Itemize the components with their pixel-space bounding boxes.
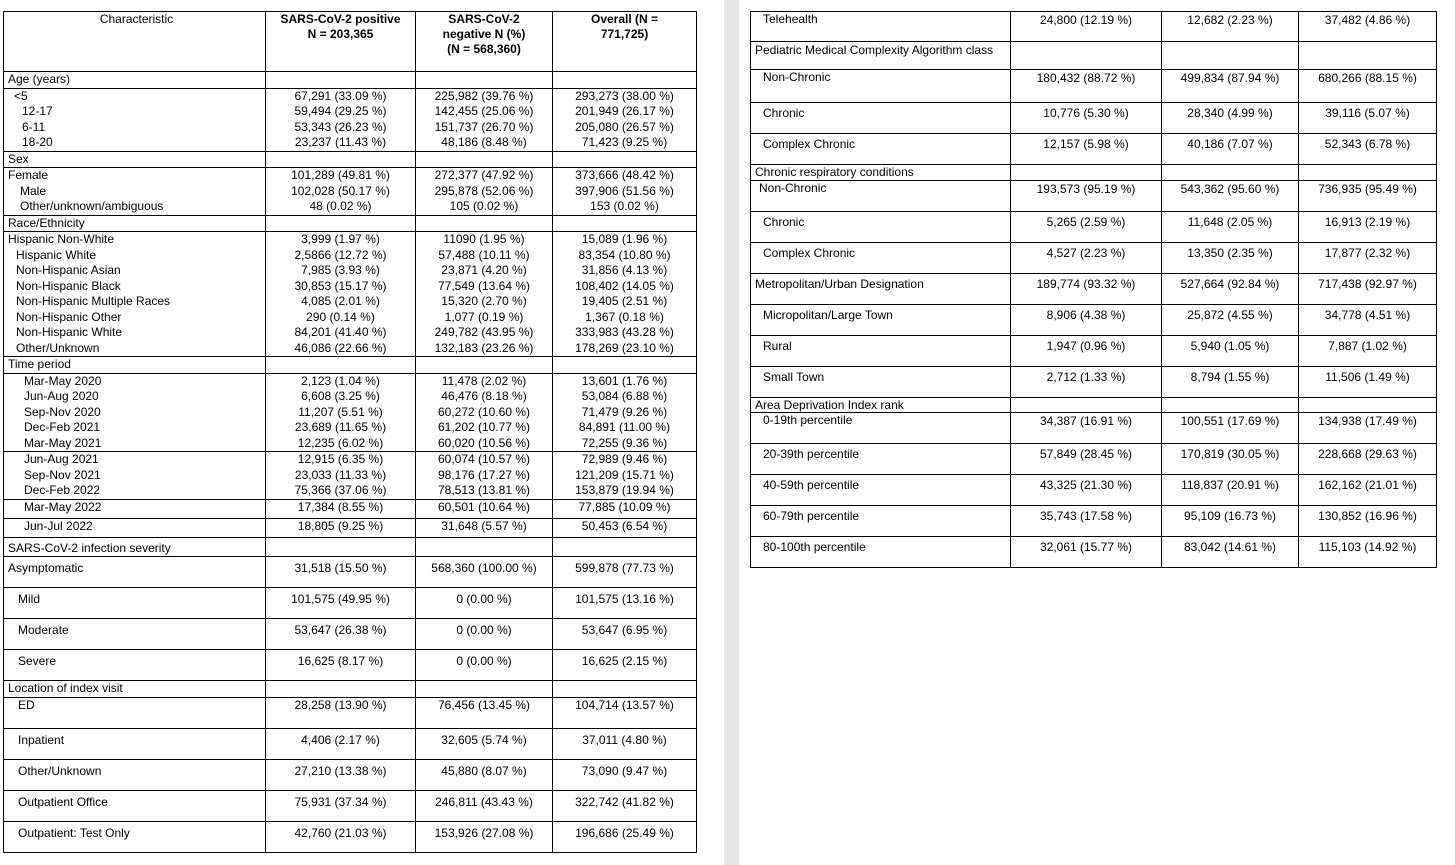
cell-value: 162,162 (21.01 %) xyxy=(1299,475,1437,506)
cell-value: 59,494 (29.25 %) xyxy=(294,104,387,118)
row-label: Micropolitan/Large Town xyxy=(751,305,1011,336)
cell-value: 201,949 (26.17 %) xyxy=(575,104,674,118)
header-negative: SARS-CoV-2 negative N (%) (N = 568,360) xyxy=(416,12,553,72)
cell-value: 25,872 (4.55 %) xyxy=(1162,305,1299,336)
cell-value: 7,985 (3.93 %) xyxy=(301,263,380,277)
positive-values xyxy=(266,232,416,357)
table-row xyxy=(751,103,1437,134)
cell-value: 78,513 (13.81 %) xyxy=(437,483,531,497)
header-overall: Overall (N = 771,725) xyxy=(553,12,697,72)
cell-value: 196,686 (25.49 %) xyxy=(553,821,697,852)
row-label: Outpatient Office xyxy=(4,790,266,821)
cell-value: 6,608 (3.25 %) xyxy=(301,389,380,403)
row-label: Chronic xyxy=(751,212,1011,243)
row-label: Mild xyxy=(4,588,266,619)
cell-value: 84,201 (41.40 %) xyxy=(294,325,387,339)
cell-value: 11,648 (2.05 %) xyxy=(1162,212,1299,243)
cell-value: 48,186 (8.48 %) xyxy=(441,135,527,149)
row-label: Telehealth xyxy=(751,12,1011,42)
table-row xyxy=(4,821,697,852)
overall-values xyxy=(553,452,697,500)
table-row xyxy=(751,336,1437,367)
cell-value: 39,116 (5.07 %) xyxy=(1299,103,1437,134)
row-label: Hispanic White xyxy=(16,247,97,262)
table-row xyxy=(4,697,697,728)
cell-value: 17,877 (2.32 %) xyxy=(1299,243,1437,274)
row-label: Sep-Nov 2021 xyxy=(24,467,101,482)
cell-value: 115,103 (14.92 %) xyxy=(1299,537,1437,568)
cell-value: 373,666 (48.42 %) xyxy=(575,168,674,182)
group-row xyxy=(4,72,697,89)
cell-value: 290 (0.14 %) xyxy=(306,309,375,324)
cell-value: 228,668 (29.63 %) xyxy=(1299,444,1437,475)
row-label: Jun-Aug 2021 xyxy=(24,452,99,466)
row-label: Hispanic Non-White xyxy=(8,232,115,246)
cell-value: 83,042 (14.61 %) xyxy=(1162,537,1299,568)
row-label: 80-100th percentile xyxy=(751,537,1011,568)
cell-value: 11,506 (1.49 %) xyxy=(1299,367,1437,398)
cell-value: 205,080 (26.57 %) xyxy=(575,119,674,134)
cell-value: 599,878 (77.73 %) xyxy=(553,557,697,588)
row-label: Asymptomatic xyxy=(4,557,266,588)
cell-value: 121,209 (15.71 %) xyxy=(575,467,674,482)
cell-value: 246,811 (43.43 %) xyxy=(416,790,553,821)
cell-value: 46,476 (8.18 %) xyxy=(441,389,527,403)
table-row xyxy=(4,373,697,452)
cell-value: 2,123 (1.04 %) xyxy=(301,373,380,388)
cell-value: 61,202 (10.77 %) xyxy=(437,420,531,434)
positive-values xyxy=(266,373,416,452)
row-label: Chronic xyxy=(751,103,1011,134)
header-characteristic: Characteristic xyxy=(4,12,266,72)
table-row xyxy=(751,537,1437,568)
group-title-race: Race/Ethnicity xyxy=(4,215,266,232)
cell-value: 53,084 (6.88 %) xyxy=(581,389,668,403)
cell-value: 101,575 (49.95 %) xyxy=(266,588,416,619)
cell-value: 151,737 (26.70 %) xyxy=(434,119,534,134)
cell-value: 15,089 (1.96 %) xyxy=(581,232,668,246)
row-label: Non-Hispanic Multiple Races xyxy=(16,294,171,308)
row-label: Other/unknown/ambiguous xyxy=(20,199,164,213)
table-row xyxy=(751,70,1437,103)
cell-value: 71,423 (9.25 %) xyxy=(581,135,668,149)
row-label: Complex Chronic xyxy=(751,243,1011,274)
cell-value: 31,856 (4.13 %) xyxy=(581,263,668,277)
table-row xyxy=(751,444,1437,475)
cell-value: 4,527 (2.23 %) xyxy=(1011,243,1162,274)
row-label: Inpatient xyxy=(4,728,266,759)
cell-value: 499,834 (87.94 %) xyxy=(1162,70,1299,103)
cell-value: 8,794 (1.55 %) xyxy=(1162,367,1299,398)
group-row xyxy=(4,215,697,232)
negative-values xyxy=(416,452,553,500)
table-row xyxy=(751,367,1437,398)
cell-value: 142,455 (25.06 %) xyxy=(434,104,534,118)
cell-value: 1,947 (0.96 %) xyxy=(1011,336,1162,367)
table-row xyxy=(4,759,697,790)
cell-value: 1,077 (0.19 %) xyxy=(444,309,524,324)
row-label: 40-59th percentile xyxy=(751,475,1011,506)
cell-value: 2,712 (1.33 %) xyxy=(1011,367,1162,398)
group-row xyxy=(4,537,697,557)
cell-value: 77,885 (10.09 %) xyxy=(553,499,697,518)
table-row xyxy=(4,232,697,357)
cell-value: 153,926 (27.08 %) xyxy=(416,821,553,852)
cell-value: 568,360 (100.00 %) xyxy=(416,557,553,588)
cell-value: 225,982 (39.76 %) xyxy=(434,88,534,103)
row-labels xyxy=(4,452,266,500)
cell-value: 178,269 (23.10 %) xyxy=(575,340,674,355)
cell-value: 293,273 (38.00 %) xyxy=(575,88,674,103)
positive-values xyxy=(266,452,416,500)
cell-value: 42,760 (21.03 %) xyxy=(266,821,416,852)
row-label: Dec-Feb 2022 xyxy=(24,483,101,497)
cell-value: 295,878 (52.06 %) xyxy=(434,183,534,198)
cell-value: 13,350 (2.35 %) xyxy=(1162,243,1299,274)
row-label: Outpatient: Test Only xyxy=(4,821,266,852)
cell-value: 0 (0.00 %) xyxy=(416,650,553,681)
cell-value: 48 (0.02 %) xyxy=(309,199,372,213)
cell-value: 24,800 (12.19 %) xyxy=(1011,12,1162,42)
cell-value: 23,689 (11.65 %) xyxy=(294,420,387,434)
row-label: Other/Unknown xyxy=(4,759,266,790)
row-label: 6-11 xyxy=(22,119,46,134)
cell-value: 2,5866 (12.72 %) xyxy=(294,247,387,262)
cell-value: 53,647 (6.95 %) xyxy=(553,619,697,650)
characteristics-table-right xyxy=(750,11,1437,568)
cell-value: 4,406 (2.17 %) xyxy=(266,728,416,759)
cell-value: 0 (0.00 %) xyxy=(416,588,553,619)
row-label: Small Town xyxy=(751,367,1011,398)
cell-value: 23,237 (11.43 %) xyxy=(294,135,387,149)
row-labels xyxy=(4,168,266,216)
cell-value: 76,456 (13.45 %) xyxy=(416,697,553,728)
cell-value: 4,085 (2.01 %) xyxy=(301,294,380,308)
row-label: Other/Unknown xyxy=(16,340,100,355)
overall-values xyxy=(553,232,697,357)
cell-value: 104,714 (13.57 %) xyxy=(553,697,697,728)
row-label: 12-17 xyxy=(22,104,53,118)
cell-value: 52,343 (6.78 %) xyxy=(1299,134,1437,165)
row-label: Non-Hispanic Asian xyxy=(16,263,121,277)
cell-value: 75,931 (37.34 %) xyxy=(266,790,416,821)
cell-value: 28,340 (4.99 %) xyxy=(1162,103,1299,134)
cell-value: 105 (0.02 %) xyxy=(449,199,519,213)
group-title-time: Time period xyxy=(4,357,266,374)
cell-value: 72,989 (9.46 %) xyxy=(581,452,668,466)
negative-values xyxy=(416,88,553,151)
row-label: Metropolitan/Urban Designation xyxy=(751,274,1011,305)
group-row xyxy=(751,42,1437,70)
table-row xyxy=(4,650,697,681)
group-title-pmca: Pediatric Medical Complexity Algorithm class xyxy=(751,42,1011,70)
cell-value: 37,011 (4.80 %) xyxy=(553,728,697,759)
cell-value: 32,605 (5.74 %) xyxy=(416,728,553,759)
cell-value: 12,157 (5.98 %) xyxy=(1011,134,1162,165)
cell-value: 12,235 (6.02 %) xyxy=(297,435,384,450)
row-label: Mar-May 2020 xyxy=(24,373,102,388)
negative-values xyxy=(416,373,553,452)
cell-value: 193,573 (95.19 %) xyxy=(1011,181,1162,212)
row-label: 60-79th percentile xyxy=(751,506,1011,537)
row-label: Rural xyxy=(751,336,1011,367)
group-title-sex: Sex xyxy=(4,151,266,168)
cell-value: 53,647 (26.38 %) xyxy=(266,619,416,650)
row-label: Jun-Jul 2022 xyxy=(4,518,266,537)
row-label: Moderate xyxy=(4,619,266,650)
cell-value: 31,518 (15.50 %) xyxy=(266,557,416,588)
cell-value: 95,109 (16.73 %) xyxy=(1162,506,1299,537)
cell-value: 60,074 (10.57 %) xyxy=(437,452,531,466)
cell-value: 32,061 (15.77 %) xyxy=(1011,537,1162,568)
document-page-left xyxy=(0,0,724,865)
overall-values xyxy=(553,373,697,452)
cell-value: 272,377 (47.92 %) xyxy=(434,168,534,182)
row-label: Non-Hispanic Black xyxy=(16,278,121,293)
table-row xyxy=(4,88,697,151)
row-label: Non-Hispanic Other xyxy=(16,309,122,324)
cell-value: 71,479 (9.26 %) xyxy=(581,404,668,419)
group-title-adi: Area Deprivation Index rank xyxy=(751,398,1011,413)
cell-value: 60,501 (10.64 %) xyxy=(416,499,553,518)
cell-value: 101,289 (49.81 %) xyxy=(291,168,390,182)
cell-value: 16,625 (8.17 %) xyxy=(266,650,416,681)
characteristics-table-left xyxy=(3,11,697,853)
overall-values xyxy=(553,168,697,216)
row-labels xyxy=(4,88,266,151)
cell-value: 153 (0.02 %) xyxy=(590,199,659,213)
row-label: Male xyxy=(20,183,47,198)
table-row xyxy=(751,305,1437,336)
table-row xyxy=(4,557,697,588)
cell-value: 680,266 (88.15 %) xyxy=(1299,70,1437,103)
cell-value: 50,453 (6.54 %) xyxy=(553,518,697,537)
cell-value: 15,320 (2.70 %) xyxy=(441,294,527,308)
cell-value: 12,915 (6.35 %) xyxy=(297,452,384,466)
page-gutter xyxy=(724,0,739,865)
cell-value: 34,387 (16.91 %) xyxy=(1011,413,1162,444)
cell-value: 0 (0.00 %) xyxy=(416,619,553,650)
cell-value: 13,601 (1.76 %) xyxy=(581,373,668,388)
cell-value: 11,207 (5.51 %) xyxy=(298,404,383,419)
table-row xyxy=(4,588,697,619)
table-row xyxy=(751,506,1437,537)
cell-value: 717,438 (92.97 %) xyxy=(1299,274,1437,305)
overall-values xyxy=(553,88,697,151)
positive-values xyxy=(266,168,416,216)
cell-value: 83,354 (10.80 %) xyxy=(578,247,671,262)
row-label: Sep-Nov 2020 xyxy=(24,404,101,419)
cell-value: 7,887 (1.02 %) xyxy=(1299,336,1437,367)
table-header-row xyxy=(4,12,697,72)
group-row xyxy=(4,151,697,168)
cell-value: 12,682 (2.23 %) xyxy=(1162,12,1299,42)
cell-value: 333,983 (43.28 %) xyxy=(575,325,674,339)
table-row xyxy=(751,134,1437,165)
row-label: Non-Chronic xyxy=(751,181,1011,212)
cell-value: 11,478 (2.02 %) xyxy=(441,373,527,388)
cell-value: 11090 (1.95 %) xyxy=(443,232,525,246)
row-label: Complex Chronic xyxy=(751,134,1011,165)
cell-value: 19,405 (2.51 %) xyxy=(581,294,668,308)
cell-value: 736,935 (95.49 %) xyxy=(1299,181,1437,212)
cell-value: 249,782 (43.95 %) xyxy=(434,325,534,339)
table-row xyxy=(751,212,1437,243)
cell-value: 30,853 (15.17 %) xyxy=(294,278,387,293)
cell-value: 98,176 (17.27 %) xyxy=(437,467,531,482)
cell-value: 40,186 (7.07 %) xyxy=(1162,134,1299,165)
cell-value: 1,367 (0.18 %) xyxy=(585,309,664,324)
row-label: Non-Chronic xyxy=(751,70,1011,103)
row-label: Female xyxy=(8,168,49,182)
cell-value: 67,291 (33.09 %) xyxy=(294,88,387,103)
table-row xyxy=(751,12,1437,42)
cell-value: 101,575 (13.16 %) xyxy=(553,588,697,619)
cell-value: 8,906 (4.38 %) xyxy=(1011,305,1162,336)
cell-value: 102,028 (50.17 %) xyxy=(291,183,390,198)
group-title-severity: SARS-CoV-2 infection severity xyxy=(4,537,266,557)
group-title-age: Age (years) xyxy=(4,72,266,89)
cell-value: 118,837 (20.91 %) xyxy=(1162,475,1299,506)
cell-value: 189,774 (93.32 %) xyxy=(1011,274,1162,305)
table-row xyxy=(4,728,697,759)
cell-value: 35,743 (17.58 %) xyxy=(1011,506,1162,537)
group-title-respiratory: Chronic respiratory conditions xyxy=(751,165,1011,181)
row-label: <5 xyxy=(14,88,28,103)
table-row xyxy=(4,619,697,650)
table-row xyxy=(4,499,697,518)
row-label: ED xyxy=(4,697,266,728)
positive-values xyxy=(266,88,416,151)
cell-value: 322,742 (41.82 %) xyxy=(553,790,697,821)
group-row xyxy=(4,681,697,698)
cell-value: 34,778 (4.51 %) xyxy=(1299,305,1437,336)
row-label: 20-39th percentile xyxy=(751,444,1011,475)
cell-value: 16,625 (2.15 %) xyxy=(553,650,697,681)
group-title-location: Location of index visit xyxy=(4,681,266,698)
cell-value: 53,343 (26.23 %) xyxy=(294,119,387,134)
cell-value: 543,362 (95.60 %) xyxy=(1162,181,1299,212)
table-row xyxy=(751,181,1437,212)
row-label: Severe xyxy=(4,650,266,681)
cell-value: 16,913 (2.19 %) xyxy=(1299,212,1437,243)
row-label: 18-20 xyxy=(22,135,53,149)
group-row xyxy=(751,398,1437,413)
group-row xyxy=(4,357,697,374)
cell-value: 60,020 (10.56 %) xyxy=(437,435,531,450)
cell-value: 170,819 (30.05 %) xyxy=(1162,444,1299,475)
cell-value: 46,086 (22.66 %) xyxy=(294,340,387,355)
cell-value: 77,549 (13.64 %) xyxy=(437,278,531,293)
cell-value: 18,805 (9.25 %) xyxy=(266,518,416,537)
row-labels xyxy=(4,232,266,357)
row-label: Mar-May 2021 xyxy=(24,435,102,450)
row-label: Non-Hispanic White xyxy=(16,325,123,339)
cell-value: 10,776 (5.30 %) xyxy=(1011,103,1162,134)
cell-value: 108,402 (14.05 %) xyxy=(575,278,674,293)
cell-value: 134,938 (17.49 %) xyxy=(1299,413,1437,444)
cell-value: 5,940 (1.05 %) xyxy=(1162,336,1299,367)
cell-value: 84,891 (11.00 %) xyxy=(578,420,671,434)
cell-value: 180,432 (88.72 %) xyxy=(1011,70,1162,103)
table-row xyxy=(751,243,1437,274)
cell-value: 73,090 (9.47 %) xyxy=(553,759,697,790)
cell-value: 3,999 (1.97 %) xyxy=(301,232,380,246)
row-label: Mar-May 2022 xyxy=(4,499,266,518)
table-row xyxy=(751,413,1437,444)
cell-value: 28,258 (13.90 %) xyxy=(266,697,416,728)
cell-value: 17,384 (8.55 %) xyxy=(266,499,416,518)
cell-value: 31,648 (5.57 %) xyxy=(416,518,553,537)
cell-value: 27,210 (13.38 %) xyxy=(266,759,416,790)
cell-value: 23,033 (11.33 %) xyxy=(294,467,387,482)
negative-values xyxy=(416,168,553,216)
cell-value: 100,551 (17.69 %) xyxy=(1162,413,1299,444)
header-positive: SARS-CoV-2 positive N = 203,365 xyxy=(266,12,416,72)
cell-value: 132,183 (23.26 %) xyxy=(434,340,534,355)
cell-value: 75,366 (37.06 %) xyxy=(294,483,387,497)
row-labels xyxy=(4,373,266,452)
cell-value: 130,852 (16.96 %) xyxy=(1299,506,1437,537)
cell-value: 397,906 (51.56 %) xyxy=(575,183,674,198)
row-label: 0-19th percentile xyxy=(751,413,1011,444)
cell-value: 153,879 (19.94 %) xyxy=(575,483,674,497)
cell-value: 527,664 (92.84 %) xyxy=(1162,274,1299,305)
table-row xyxy=(751,475,1437,506)
row-label: Dec-Feb 2021 xyxy=(24,420,101,434)
group-row xyxy=(751,165,1437,181)
cell-value: 57,849 (28.45 %) xyxy=(1011,444,1162,475)
cell-value: 43,325 (21.30 %) xyxy=(1011,475,1162,506)
cell-value: 5,265 (2.59 %) xyxy=(1011,212,1162,243)
cell-value: 23,871 (4.20 %) xyxy=(441,263,527,277)
cell-value: 72,255 (9.36 %) xyxy=(581,435,668,450)
table-row xyxy=(4,518,697,537)
row-label: Jun-Aug 2020 xyxy=(24,389,99,403)
cell-value: 57,488 (10.11 %) xyxy=(438,247,530,262)
cell-value: 60,272 (10.60 %) xyxy=(437,404,531,419)
table-row xyxy=(4,452,697,500)
table-row xyxy=(751,274,1437,305)
table-row xyxy=(4,790,697,821)
cell-value: 37,482 (4.86 %) xyxy=(1299,12,1437,42)
negative-values xyxy=(416,232,553,357)
cell-value: 45,880 (8.07 %) xyxy=(416,759,553,790)
table-row xyxy=(4,168,697,216)
